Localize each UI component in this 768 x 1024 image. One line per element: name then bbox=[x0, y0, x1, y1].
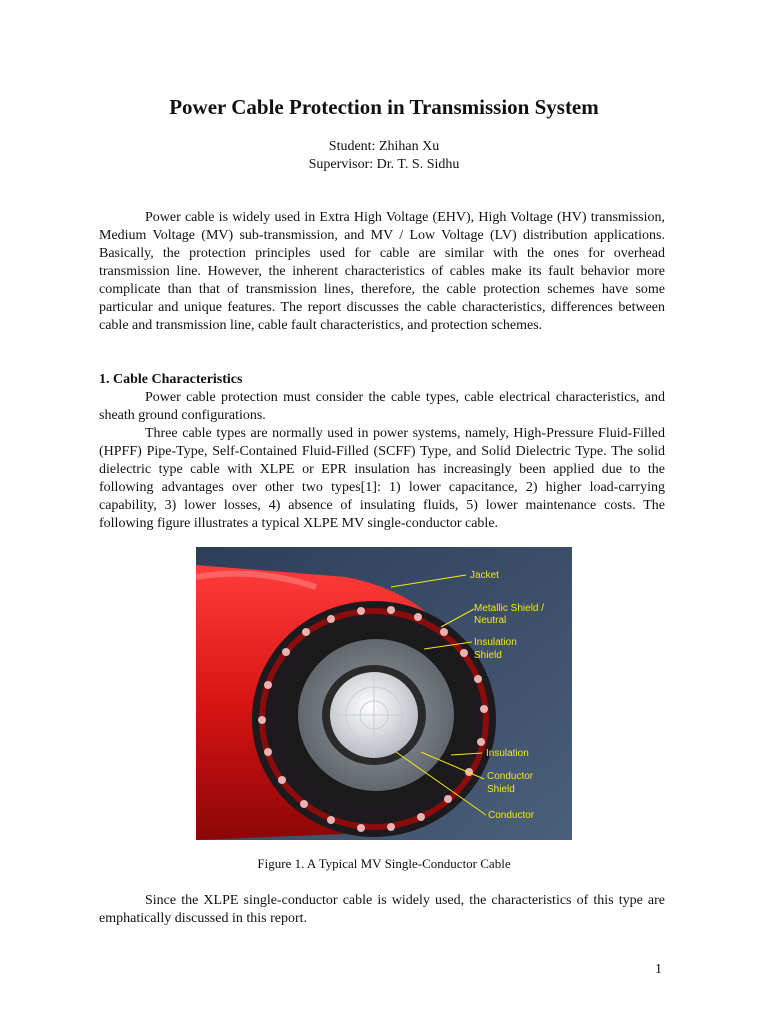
label-conductor-shield-2: Shield bbox=[487, 784, 515, 795]
section-paragraph-1: Power cable protection must consider the cable types, cable electrical characteristics, and sheath ground configurations. bbox=[99, 390, 665, 423]
label-insulation-shield-2: Shield bbox=[474, 650, 502, 661]
page-number: 1 bbox=[655, 962, 662, 977]
supervisor-line: Supervisor: Dr. T. S. Sidhu bbox=[308, 157, 460, 172]
label-conductor-shield: Conductor bbox=[487, 771, 534, 782]
label-insulation-shield: Insulation bbox=[474, 637, 517, 648]
abstract-paragraph: Power cable is widely used in Extra High Voltage (EHV), High Voltage (HV) transmission, Medium Voltage (MV) sub-transmission, and MV / Low Voltage (LV) distribution applications. Basically, the protection principles used for cable are similar with the ones for overhead transmission line. However, the inherent characteristics of cables make its fault behavior more complicate than that of transmission lines, therefore, the cable protection schemes have some particular and unique features. The report discusses the cable characteristics, differences between cable and transmission line, cable fault characteristics, and protection schemes. bbox=[99, 210, 665, 333]
closing-paragraph: Since the XLPE single-conductor cable is widely used, the characteristics of this type are emphatically discussed in this report. bbox=[99, 893, 665, 926]
student-line: Student: Zhihan Xu bbox=[328, 139, 440, 154]
cable-photo bbox=[196, 547, 572, 840]
label-jacket: Jacket bbox=[470, 570, 499, 581]
label-insulation: Insulation bbox=[486, 748, 529, 759]
label-metallic-shield: Metallic Shield / bbox=[474, 603, 545, 614]
section-paragraph-2: Three cable types are normally used in power systems, namely, High-Pressure Fluid-Filled (HPFF) Pipe-Type, Self-Contained Fluid-Filled (SCFF) Type, and Solid Dielectric Type. The solid dielectric type cable with XLPE or EPR insulation has increasingly been applied due to the following advantages over other two types[1]: 1) lower capacitance, 2) higher load-carrying capability, 3) lower losses, 4) absence of insulating fluids, 5) lower maintenance costs. The following figure illustrates a typical XLPE MV single-conductor cable. bbox=[99, 426, 665, 531]
label-neutral: Neutral bbox=[474, 615, 507, 626]
section-heading: 1. Cable Characteristics bbox=[99, 372, 243, 387]
paper-title: Power Cable Protection in Transmission System bbox=[169, 95, 599, 119]
label-conductor: Conductor bbox=[488, 810, 535, 821]
figure-caption: Figure 1. A Typical MV Single-Conductor Cable bbox=[257, 856, 511, 871]
